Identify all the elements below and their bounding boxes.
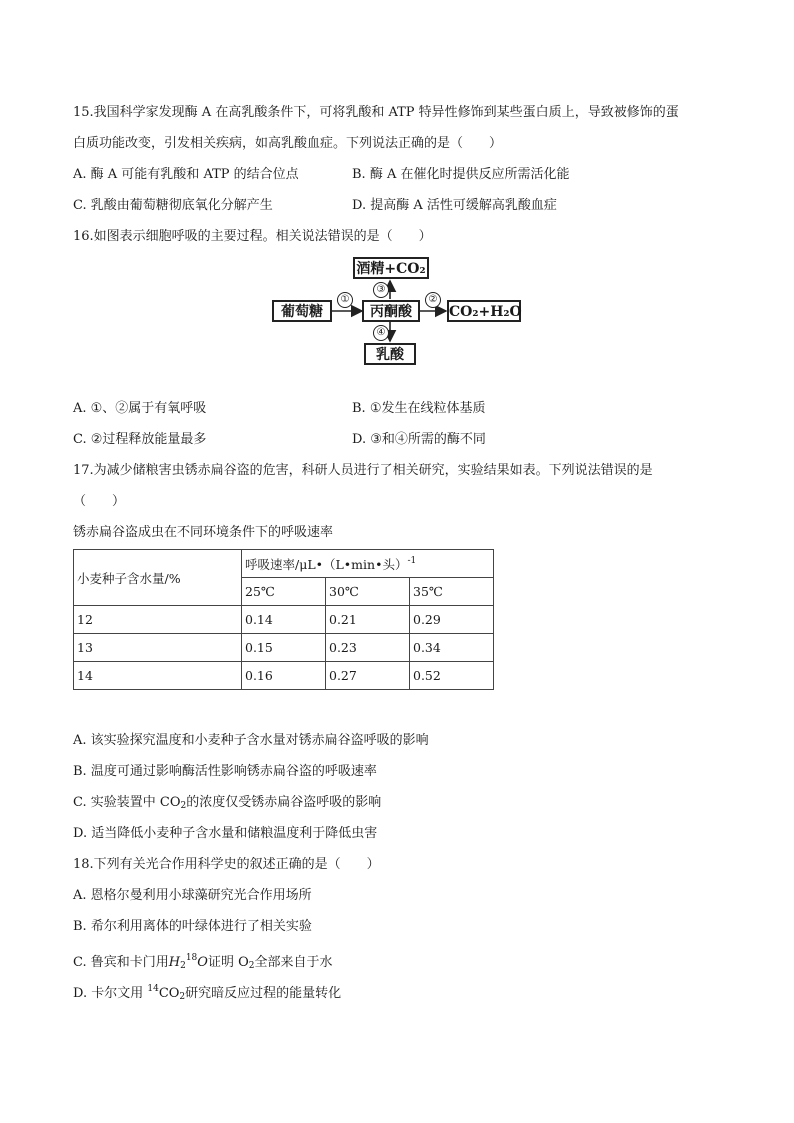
q17-option-a: A. 该实验探究温度和小麦种子含水量对锈赤扁谷盗呼吸的影响 [73, 733, 429, 748]
step-2-label: ② [425, 292, 441, 308]
respiration-rate-table [73, 549, 494, 690]
q15-option-b: B. 酶 A 在催化时提供反应所需活化能 [352, 167, 570, 182]
q17-option-d: D. 适当降低小麦种子含水量和储粮温度利于降低虫害 [73, 826, 378, 841]
rate-cell: 0.16 [242, 662, 326, 690]
rate-cell: 0.23 [326, 634, 410, 662]
alcohol-co2-box: 酒精+CO₂ [353, 257, 429, 279]
q15-option-d: D. 提高酶 A 活性可缓解高乳酸血症 [352, 198, 557, 213]
co2-h2o-box: CO₂+H₂O [447, 300, 521, 322]
lactic-acid-box: 乳酸 [364, 343, 416, 365]
q15-option-a: A. 酶 A 可能有乳酸和 ATP 的结合位点 [73, 167, 299, 182]
diagram-arrows [0, 0, 794, 400]
q16-option-d: D. ③和④所需的酶不同 [352, 432, 486, 447]
q18-stem: 18.下列有关光合作用科学史的叙述正确的是（ ） [73, 857, 380, 872]
q18-option-a: A. 恩格尔曼利用小球藻研究光合作用场所 [73, 888, 312, 903]
col-group-header-cell: 呼吸速率/μL•（L•min•头）$^{-1}$ [242, 550, 494, 578]
q18-option-c: C. 鲁宾和卡门用$H_2^{18}O$证明 $O_2$全部来自于水 [73, 953, 333, 971]
rate-cell: 0.29 [410, 606, 494, 634]
pyruvate-box: 丙酮酸 [362, 300, 420, 322]
q18-option-b: B. 希尔利用离体的叶绿体进行了相关实验 [73, 919, 312, 934]
q16-stem: 16.如图表示细胞呼吸的主要过程。相关说法错误的是（ ） [73, 229, 432, 244]
rate-cell: 0.27 [326, 662, 410, 690]
water-cell: 13 [74, 634, 242, 662]
row-header-cell: 小麦种子含水量/% [74, 550, 242, 606]
table-caption: 锈赤扁谷盗成虫在不同环境条件下的呼吸速率 [73, 525, 334, 540]
rate-cell: 0.15 [242, 634, 326, 662]
q17-option-b: B. 温度可通过影响酶活性影响锈赤扁谷盗的呼吸速率 [73, 764, 377, 779]
q16-option-a: A. ①、②属于有氧呼吸 [73, 401, 207, 416]
step-3-label: ③ [373, 282, 389, 298]
table-row [74, 662, 494, 690]
q17-stem-line1: 17.为减少储粮害虫锈赤扁谷盗的危害，科研人员进行了相关研究，实验结果如表。下列说法错误的是 [73, 463, 653, 478]
rate-cell: 0.52 [410, 662, 494, 690]
table-row [74, 606, 494, 634]
q15-option-c: C. 乳酸由葡萄糖彻底氧化分解产生 [73, 198, 273, 213]
rate-cell: 0.34 [410, 634, 494, 662]
step-1-label: ① [337, 292, 353, 308]
water-cell: 12 [74, 606, 242, 634]
step-4-label: ④ [373, 325, 389, 341]
q18-option-d: D. 卡尔文用 $^{14}CO_2$研究暗反应过程的能量转化 [73, 984, 342, 1002]
q16-option-b: B. ①发生在线粒体基质 [352, 401, 486, 416]
rate-cell: 0.14 [242, 606, 326, 634]
q15-stem-line1: 15.我国科学家发现酶 A 在高乳酸条件下，可将乳酸和 ATP 特异性修饰到某些蛋白质上，导致被修饰的蛋 [73, 105, 679, 120]
temp-header: 35℃ [410, 578, 494, 606]
rate-cell: 0.21 [326, 606, 410, 634]
glucose-box: 葡萄糖 [272, 300, 332, 322]
q17-stem-line2: （ ） [73, 494, 126, 509]
water-cell: 14 [74, 662, 242, 690]
table-row [74, 634, 494, 662]
temp-header: 25℃ [242, 578, 326, 606]
q15-stem-line2: 白质功能改变，引发相关疾病，如高乳酸血症。下列说法正确的是（ ） [73, 136, 503, 151]
temp-header: 30℃ [326, 578, 410, 606]
q17-option-c: C. 实验装置中 $CO_2$的浓度仅受锈赤扁谷盗呼吸的影响 [73, 795, 382, 811]
q16-option-c: C. ②过程释放能量最多 [73, 432, 207, 447]
table-header-row [74, 550, 494, 578]
